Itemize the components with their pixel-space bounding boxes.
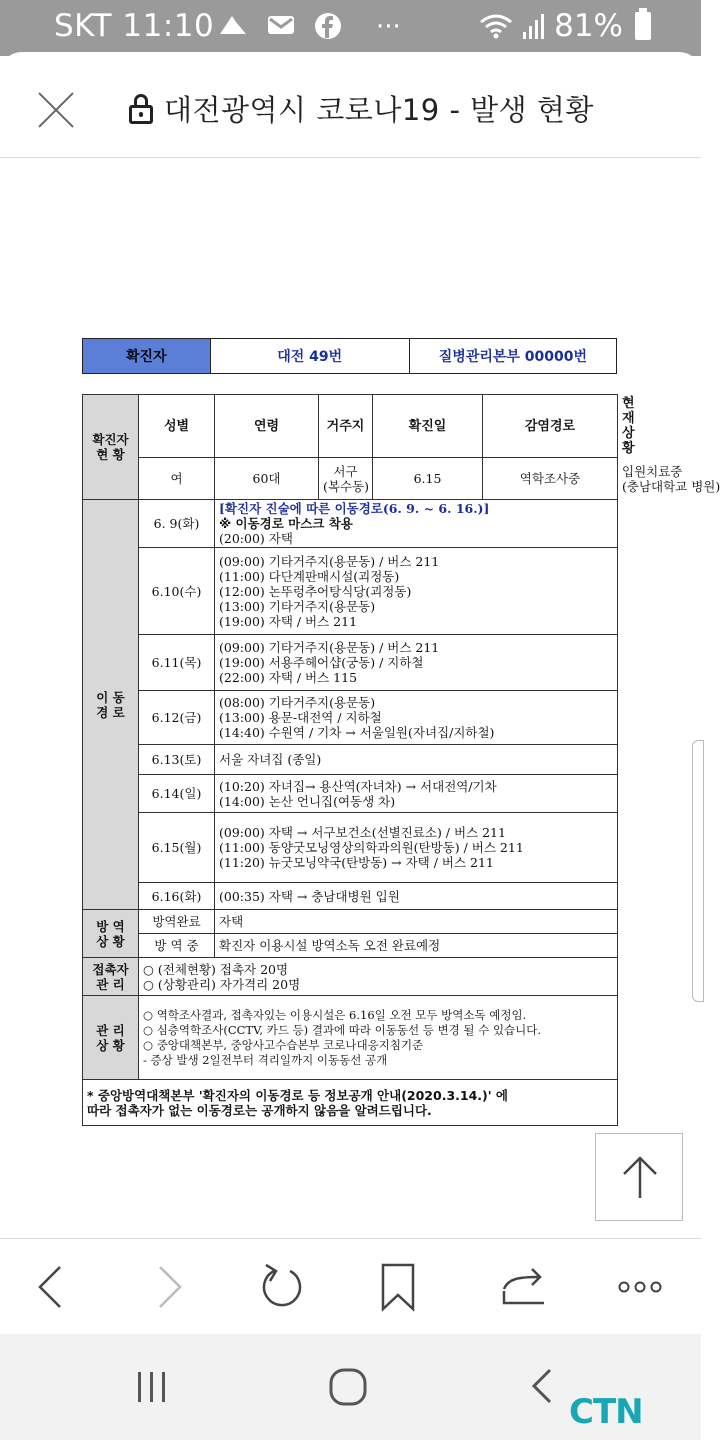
arrow-up-icon: [596, 1134, 684, 1222]
movement-date: 6.15(월): [139, 813, 215, 883]
movement-row: [83, 883, 618, 910]
contacts-section-label: 접촉자 관 리: [83, 958, 139, 996]
movement-row: [83, 813, 618, 883]
quarantine-row: [83, 910, 618, 934]
contacts-detail: ○ (전체현황) 접촉자 20명 ○ (상황관리) 자가격리 20명: [139, 958, 618, 996]
movement-detail: (10:20) 자녀집→ 용산역(자녀차) → 서대전역/기차 (14:00) 논산 언니집(여동생 차): [215, 775, 618, 813]
wifi-icon: [478, 12, 514, 40]
quarantine-row: [83, 934, 618, 958]
system-back-button[interactable]: [514, 1364, 574, 1414]
movement-row: [83, 500, 618, 548]
age-value: 60대: [215, 458, 319, 500]
movement-date: 6.16(화): [139, 883, 215, 910]
movement-row: [83, 775, 618, 813]
residence-value: 서구 (복수동): [319, 458, 373, 500]
movement-detail: 서울 자녀집 (종일): [215, 745, 618, 775]
bookmark-icon: [370, 1259, 430, 1315]
scroll-to-top-button[interactable]: [595, 1133, 683, 1221]
recents-icon: [122, 1364, 182, 1414]
bookmark-button[interactable]: [370, 1259, 430, 1315]
reload-button[interactable]: [252, 1259, 312, 1315]
movement-row: [83, 635, 618, 691]
edge-panel-handle[interactable]: [692, 740, 704, 1002]
lock-icon: [128, 94, 154, 124]
notification-icon: [218, 12, 248, 38]
gender-value: 여: [139, 458, 215, 500]
browser-header: [0, 60, 701, 158]
movement-date: 6.11(목): [139, 635, 215, 691]
case-label: 확진자: [83, 339, 211, 373]
movement-date: 6.10(수): [139, 548, 215, 635]
contacts-row: [83, 958, 618, 996]
case-header: [82, 338, 617, 374]
movement-detail: (09:00) 자택 → 서구보건소(선별진료소) / 버스 211 (11:00) 동양굿모닝영상의학과의원(탄방동) / 버스 211 (11:20) 뉴굿모닝약국(탄방동) → 자택 / 버스 211: [215, 813, 618, 883]
status-section-label: 확진자 현 황: [83, 395, 139, 500]
more-options-button[interactable]: [612, 1259, 672, 1315]
status-bar: [0, 0, 701, 56]
quarantine-key: 방 역 중: [139, 934, 215, 958]
movement-row: [83, 745, 618, 775]
quarantine-section-label: 방 역 상 황: [83, 910, 139, 958]
movement-detail: (00:35) 자택 → 충남대병원 입원: [215, 883, 618, 910]
col-residence: 거주지: [319, 395, 373, 458]
more-dots-icon: [612, 1259, 672, 1315]
movement-date: 6.13(토): [139, 745, 215, 775]
col-age: 연령: [215, 395, 319, 458]
notification-icons: [218, 12, 401, 42]
footnote-row: [83, 1080, 618, 1126]
kcdc-number: 질병관리본부 00000번: [438, 349, 588, 365]
battery-icon: [635, 12, 651, 40]
share-button[interactable]: [494, 1259, 554, 1315]
movement-section-label: 이 동 경 로: [83, 500, 139, 910]
col-confirm-date: 확진일: [373, 395, 483, 458]
management-row: [83, 996, 618, 1080]
management-detail: ○ 역학조사결과, 접촉자있는 이용시설은 6.16일 오전 모두 방역소독 예정임. ○ 심층역학조사(CCTV, 카드 등) 결과에 따라 이동동선 등 변경 될 수 있습니다. ○ 중앙대책본부, 중앙사고수습본부 코로나대응지침기준 - 증상 발생 2일전부터 격리일까지 이동동선 공개: [139, 996, 618, 1080]
carrier-time: SKT 11:10: [54, 8, 215, 44]
movement-row: [83, 691, 618, 745]
movement-date: 6. 9(화): [139, 500, 215, 548]
status-header-row: 확진자 현 황 성별 연령 거주지 확진일 감염경로 현재상황: [83, 395, 618, 458]
mail-icon: [266, 12, 296, 38]
facebook-icon: [314, 12, 342, 40]
signal-icon: [522, 12, 546, 40]
case-table: [82, 394, 720, 1126]
more-indicator: ···: [376, 12, 401, 42]
movement-detail: [확진자 진술에 따른 이동경로(6. 9. ~ 6. 16.)] ※ 이동경로 마스크 착용 (20:00) 자택: [215, 500, 618, 548]
footnote: * 중앙방역대책본부 '확진자의 이동경로 등 정보공개 안내(2020.3.14.)' 에 따라 접촉자가 없는 이동경로는 공개하지 않음을 알려드립니다.: [83, 1080, 618, 1126]
page-title-wrap: [128, 88, 594, 129]
browser-toolbar: [0, 1238, 701, 1334]
chevron-left-icon: [26, 1259, 86, 1315]
battery-percent: 81%: [554, 8, 623, 44]
close-icon[interactable]: [36, 90, 76, 130]
document-image: [82, 338, 720, 1118]
chevron-right-icon: [146, 1259, 206, 1315]
ctn-watermark-logo: CTN: [569, 1392, 643, 1432]
route-value: 역학조사중: [483, 458, 618, 500]
back-button[interactable]: [26, 1259, 86, 1315]
forward-button[interactable]: [146, 1259, 206, 1315]
movement-row: [83, 548, 618, 635]
share-icon: [494, 1259, 554, 1315]
movement-date: 6.14(일): [139, 775, 215, 813]
recents-button[interactable]: [122, 1364, 182, 1414]
page-title: 대전광역시 코로나19 - 발생 현황: [164, 93, 594, 127]
reload-icon: [252, 1259, 312, 1315]
movement-date: 6.12(금): [139, 691, 215, 745]
management-section-label: 관 리 상 황: [83, 996, 139, 1080]
movement-detail: (09:00) 기타거주지(용문동) / 버스 211 (11:00) 다단계판매시설(괴정동) (12:00) 논뚜렁추어탕식당(괴정동) (13:00) 기타거주지(용문동) (19:00) 자택 / 버스 211: [215, 548, 618, 635]
home-icon: [318, 1364, 378, 1414]
back-arrow-icon: [514, 1364, 574, 1414]
status-row: 여 60대 서구 (복수동) 6.15 역학조사중 입원치료중 (충남대학교 병원): [83, 458, 618, 500]
home-button[interactable]: [318, 1364, 378, 1414]
quarantine-value: 자택: [215, 910, 618, 934]
col-gender: 성별: [139, 395, 215, 458]
movement-detail: (09:00) 기타거주지(용문동) / 버스 211 (19:00) 서용주헤어샵(궁동) / 지하철 (22:00) 자택 / 버스 115: [215, 635, 618, 691]
confirm-date-value: 6.15: [373, 458, 483, 500]
quarantine-key: 방역완료: [139, 910, 215, 934]
quarantine-value: 확진자 이용시설 방역소독 오전 완료예정: [215, 934, 618, 958]
movement-detail: (08:00) 기타거주지(용문동) (13:00) 용문-대전역 / 지하철 (14:40) 수원역 / 기차 → 서울일원(자녀집/지하철): [215, 691, 618, 745]
col-route: 감염경로: [483, 395, 618, 458]
case-number: 대전 49번: [211, 339, 410, 373]
